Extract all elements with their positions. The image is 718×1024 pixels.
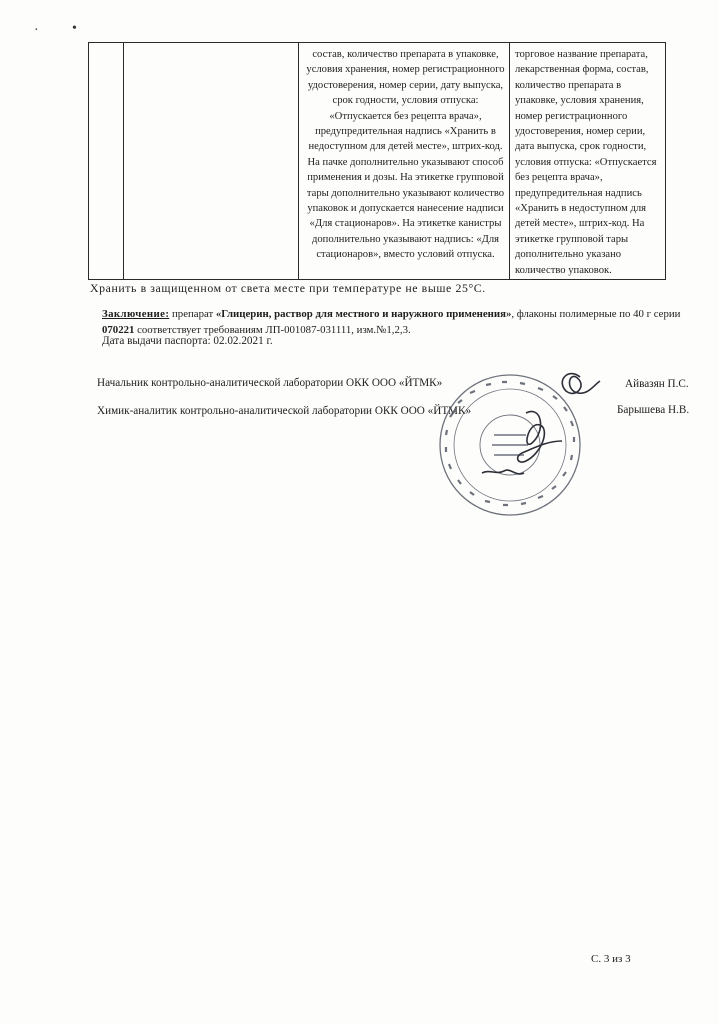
conclusion-text-mid: , флаконы полимерные по 40 г серии [511, 308, 681, 320]
conclusion-text-post: соответствует требованиям ЛП-001087-031111, изм.№1,2,3. [137, 324, 411, 336]
scan-speck-mark: • [72, 21, 77, 36]
scan-speck-mark: · [34, 23, 39, 38]
table-row [89, 43, 666, 280]
signature-name-1: Айвазян П.С. [625, 378, 689, 390]
conclusion-product: «Глицерин, раствор для местного и наружного применения» [215, 308, 512, 320]
table-cell-results [510, 43, 666, 280]
handwritten-signature-1 [562, 374, 600, 394]
results-text: торговое название препарата, лекарственная форма, состав, количество препарата в упаковке, условия хранения, номер регистрационного удостоверения, номер серии, дата выпуска, срок годности, условия отпуска: «Отпускается без рецепта врача», предупредительная надпись «Хранить в недоступном для детей месте», штрих-код. На этикетке групповой тары дополнительно указано количество упаковок. [515, 49, 657, 276]
conclusion-label: Заключение: [102, 308, 170, 320]
table-cell-requirements [299, 43, 510, 280]
table-cell-empty-1 [89, 43, 124, 280]
table-cell-empty-2 [124, 43, 299, 280]
conclusion-text-pre: препарат [172, 308, 214, 320]
handwritten-signature-3 [482, 470, 524, 474]
requirements-table [88, 42, 666, 280]
stamp-ring-text-marks [446, 382, 574, 505]
issue-date: Дата выдачи паспорта: 02.02.2021 г. [102, 335, 273, 347]
conclusion-series: 070221 [102, 324, 135, 336]
signature-role-2: Химик-аналитик контрольно-аналитической лаборатории ОКК ООО «ЙТМК» [97, 405, 472, 417]
round-stamp-and-signatures [398, 355, 628, 525]
page-number: С. 3 из 3 [591, 953, 631, 965]
requirements-text: состав, количество препарата в упаковке, условия хранения, номер регистрационного удостоверения, номер серии, дату выпуска, срок годности, условия отпуска: «Отпускается без рецепта врача», предупредительная надпись «Хранить в недоступном для детей месте», штрих-код. На пачке дополнительно указывают способ применения и дозы. На этикетке групповой тары дополнительно указывают количество упаковок и допускается нанесение надписи «Для стационаров». На этикетке канистры дополнительно указывают надпись: «Для стационаров», вместо условий отпуска. [306, 49, 505, 261]
signature-name-2: Барышева Н.В. [617, 404, 690, 416]
storage-note: Хранить в защищенном от света месте при температуре не выше 25°С. [90, 281, 486, 295]
signature-role-1: Начальник контрольно-аналитической лаборатории ОКК ООО «ЙТМК» [97, 377, 443, 389]
